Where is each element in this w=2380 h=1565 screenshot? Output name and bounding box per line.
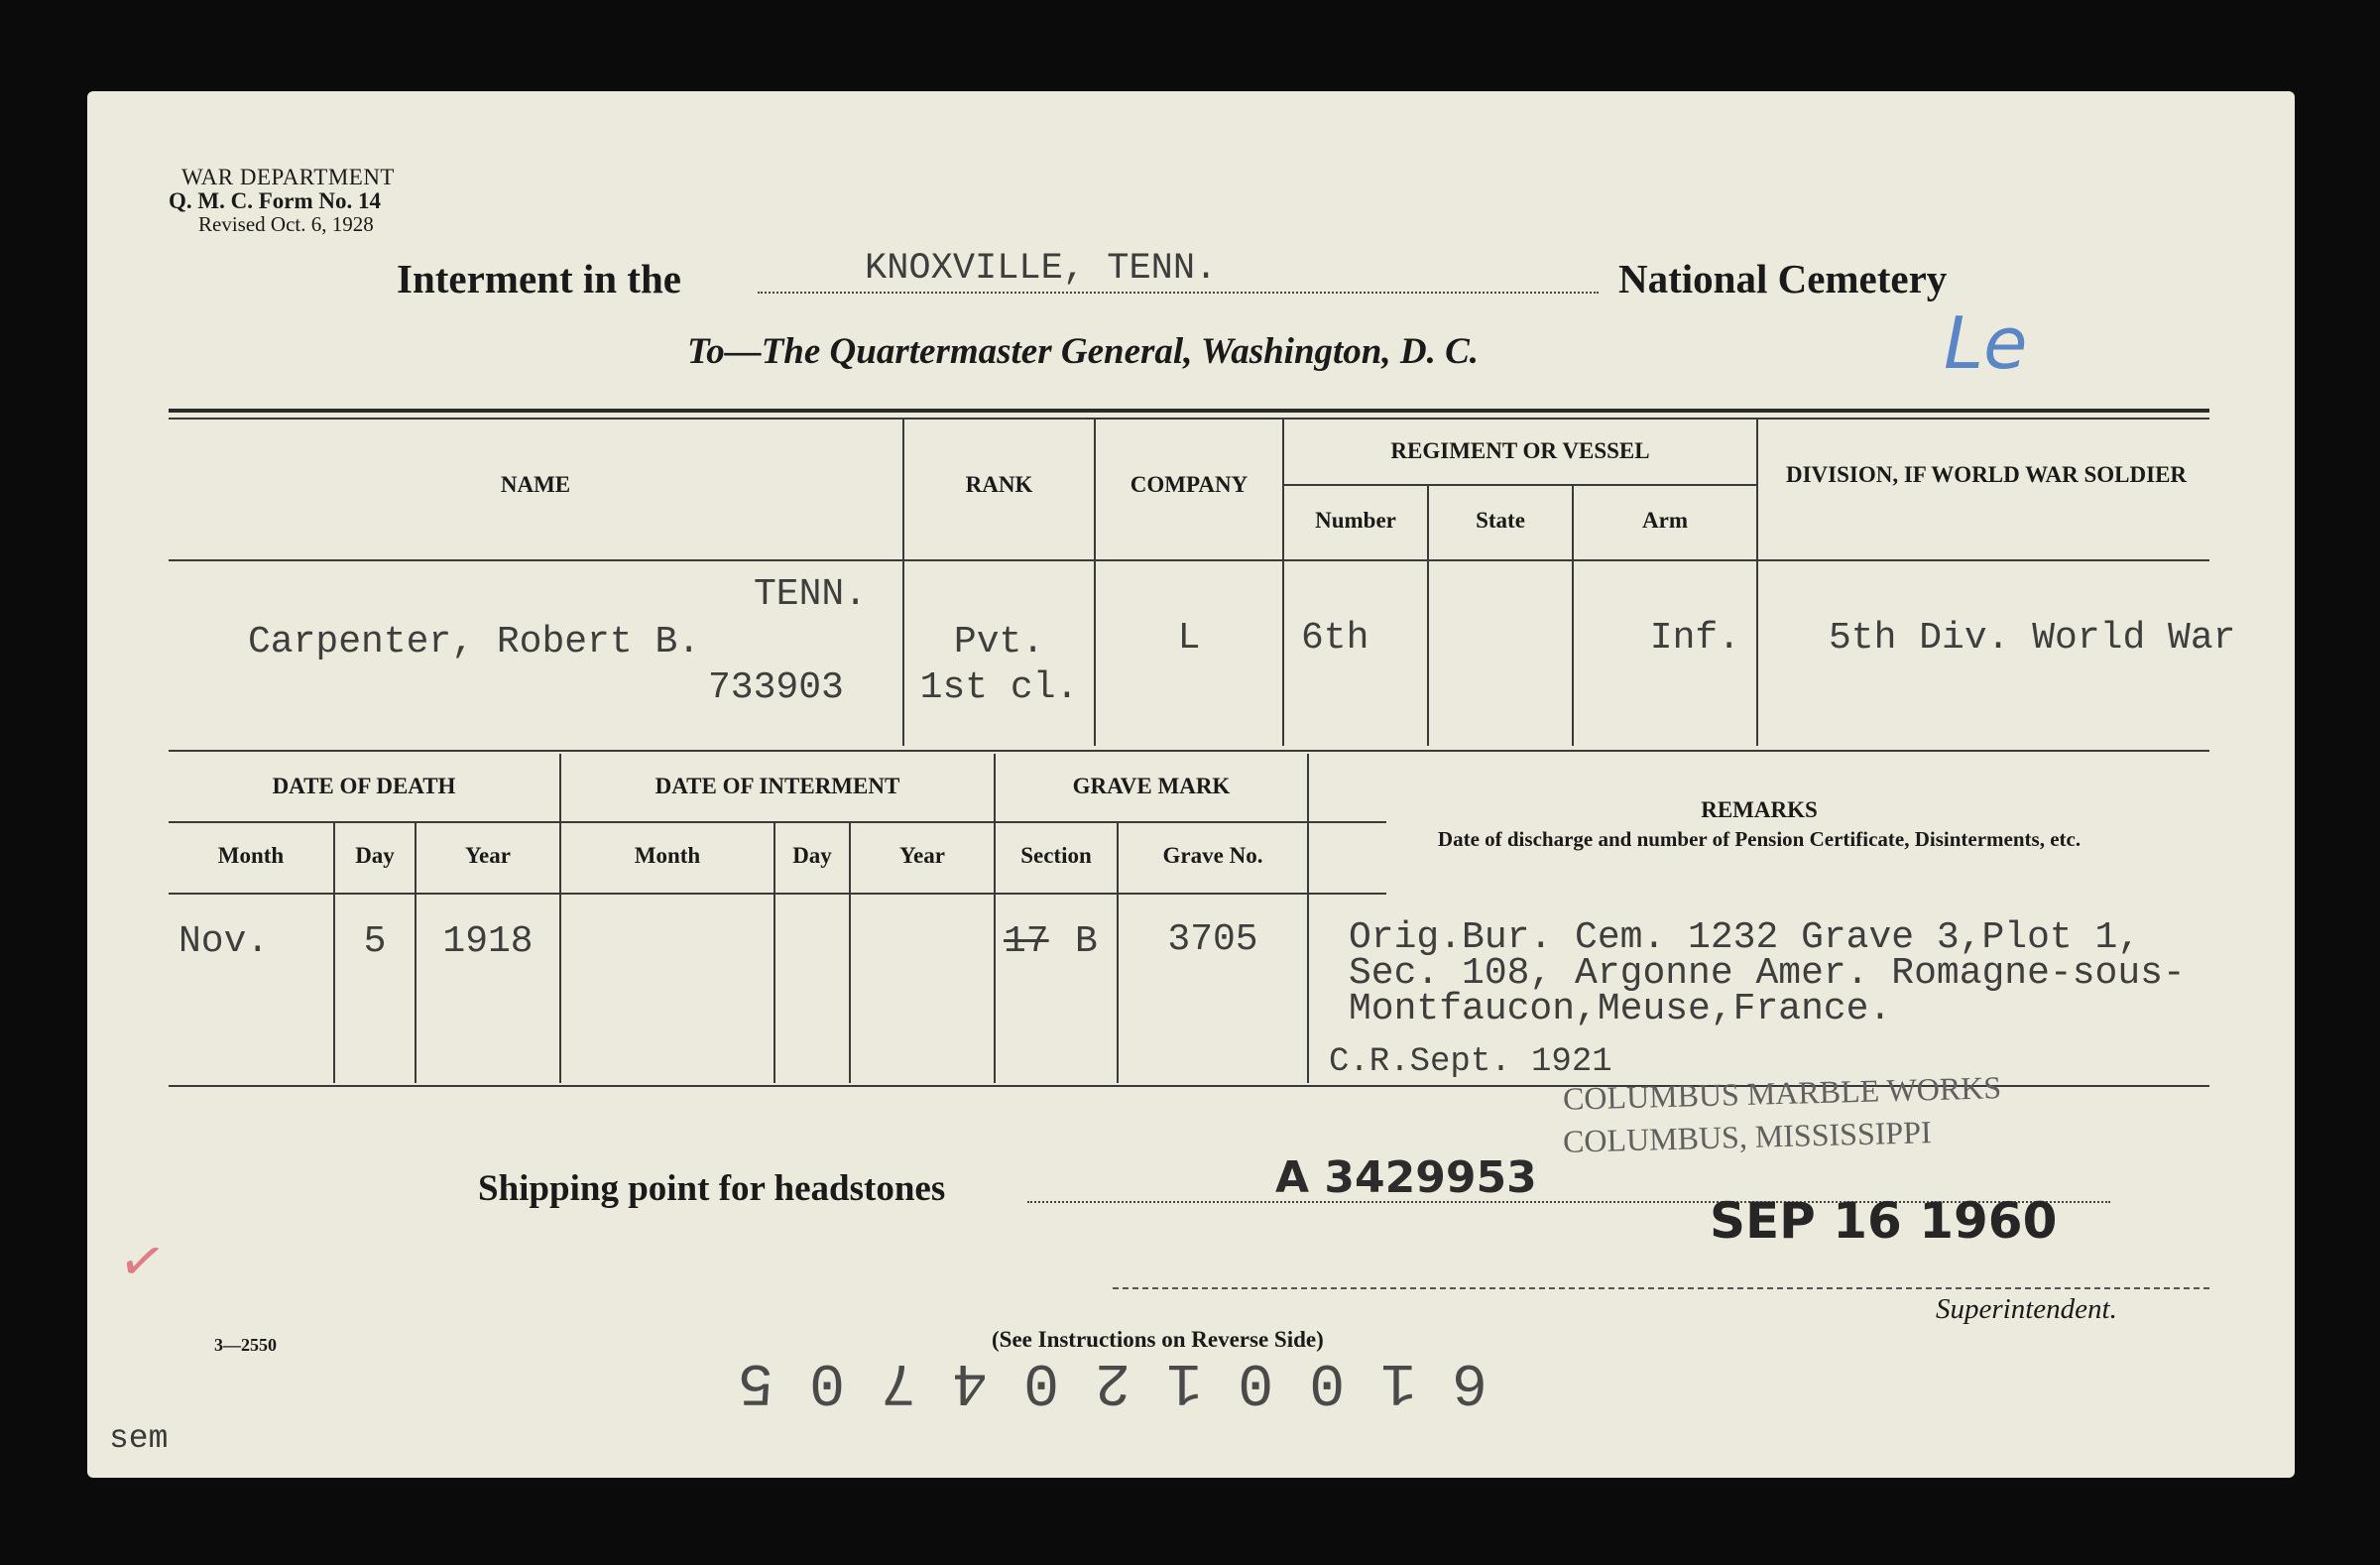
header-date-of-death: DATE OF DEATH [272, 774, 456, 798]
signature-line [1113, 1287, 2209, 1289]
addressee: To—The Quartermaster General, Washington, D. C. [687, 331, 1480, 372]
interment-card [87, 91, 2295, 1478]
header-arm: Arm [1642, 508, 1688, 533]
table2-header-rule [169, 893, 1386, 895]
header-company: COMPANY [1130, 472, 1249, 497]
revised-date: Revised Oct. 6, 1928 [198, 212, 374, 236]
state-note: TENN. [754, 573, 868, 616]
remarks-line2: Sec. 108, Argonne Amer. Romagne-sous- [1349, 952, 2186, 995]
header-interment-month: Month [634, 843, 701, 868]
initials: sem [109, 1420, 169, 1457]
date-stamp: SEP 16 1960 [1710, 1192, 2058, 1250]
stamp-location-line: COLUMBUS, MISSISSIPPI [1562, 1114, 1933, 1159]
table1-top-rule [169, 409, 2209, 413]
title-suffix: National Cemetery [1618, 256, 1948, 301]
cemetery-name: KNOXVILLE, TENN. [865, 248, 1218, 290]
rank-line2: 1st cl. [919, 666, 1079, 709]
division-value: 5th Div. World War [1829, 617, 2236, 660]
department-label: WAR DEPARTMENT [181, 165, 395, 189]
header-name: NAME [500, 472, 571, 497]
header-death-day: Day [355, 843, 395, 868]
section-struck-value: 17 [1004, 920, 1049, 963]
header-interment-year: Year [899, 843, 945, 868]
shipping-label: Shipping point for headstones [478, 1168, 946, 1209]
stamp-company-line: COLUMBUS MARBLE WORKS [1562, 1069, 2002, 1117]
header-interment-day: Day [792, 843, 832, 868]
regiment-arm-value: Inf. [1649, 617, 1740, 660]
table1-bottom-rule [169, 750, 2209, 752]
header-grave-no: Grave No. [1162, 843, 1263, 868]
header-death-month: Month [217, 843, 285, 868]
table1-header-rule [169, 559, 2209, 561]
red-check-mark: ✓ [113, 1226, 172, 1298]
header-section: Section [1020, 843, 1092, 868]
regiment-number-value: 6th [1301, 617, 1369, 660]
section-value: B [1075, 920, 1098, 963]
title-prefix: Interment in the [397, 256, 681, 301]
soldier-name: Carpenter, Robert B. [248, 621, 701, 663]
remarks-line4: C.R.Sept. 1921 [1329, 1043, 1612, 1081]
form-number: Q. M. C. Form No. 14 [169, 188, 381, 213]
regiment-subheader-rule [1282, 484, 1756, 486]
service-number: 733903 [708, 666, 844, 709]
death-month-value: Nov. [178, 920, 270, 963]
header-remarks-sub: Date of discharge and number of Pension Certificate, Disinterments, etc. [1437, 827, 2082, 851]
company-value: L [1177, 617, 1201, 660]
death-day-value: 5 [363, 920, 387, 963]
header-remarks: REMARKS [1701, 797, 1818, 822]
handwritten-mark: Le [1944, 301, 2028, 385]
header-state: State [1476, 508, 1525, 533]
remarks-line3: Montfaucon,Meuse,France. [1349, 988, 1892, 1030]
cemetery-name-line [758, 292, 1599, 294]
instructions-note: (See Instructions on Reverse Side) [992, 1327, 1324, 1352]
header-rank: RANK [965, 472, 1033, 497]
serial-number: 6 1 0 0 1 2 0 4 7 0 5 [738, 1347, 1488, 1414]
table1-top-rule-inner [169, 418, 2209, 420]
form-code: 3—2550 [214, 1335, 277, 1355]
header-number: Number [1315, 508, 1396, 533]
remarks-line1: Orig.Bur. Cem. 1232 Grave 3,Plot 1, [1349, 916, 2141, 959]
death-year-value: 1918 [442, 920, 534, 963]
header-division: DIVISION, IF WORLD WAR SOLDIER [1785, 462, 2188, 487]
header-death-year: Year [465, 843, 511, 868]
header-regiment: REGIMENT OR VESSEL [1390, 438, 1650, 463]
table2-group-rule [169, 821, 1386, 823]
grave-no-value: 3705 [1167, 918, 1258, 961]
header-date-of-interment: DATE OF INTERMENT [654, 774, 900, 798]
header-grave-mark: GRAVE MARK [1072, 774, 1231, 798]
rank-line1: Pvt. [953, 621, 1045, 663]
signature-label: Superintendent. [1936, 1293, 2117, 1325]
order-number-stamp: A 3429953 [1275, 1152, 1537, 1203]
